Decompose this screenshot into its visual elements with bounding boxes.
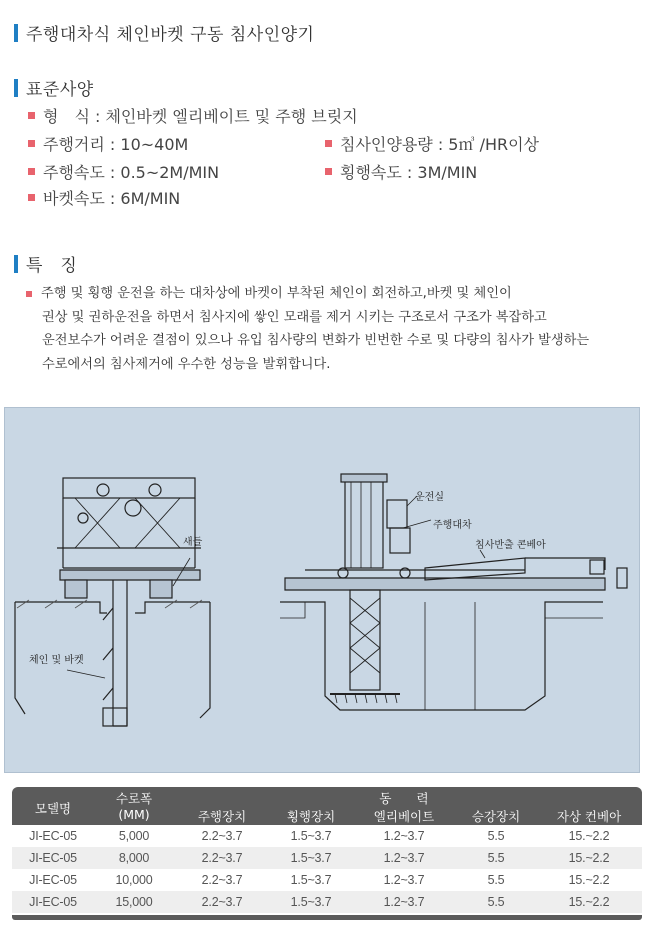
header-traverse (270, 787, 352, 825)
header-elevator-text: 엘리베이트 (373, 809, 435, 824)
cell-elevator: 1.2~3.7 (383, 895, 425, 909)
feature-accent-bar (14, 255, 18, 273)
feature-line: 수로에서의 침사제거에 우수한 성능을 발휘합니다. (42, 356, 331, 372)
cell-traverse: 1.5~3.7 (290, 829, 332, 843)
spec-item-text: 형 식 : 체인바켓 엘리베이트 및 주행 브릿지 (43, 107, 358, 126)
page-title (14, 20, 314, 45)
cell-conveyor: 15.~2.2 (568, 873, 610, 887)
spec-title-text: 표준사양 (26, 80, 94, 100)
cell-travel: 2.2~3.7 (201, 829, 243, 843)
header-traverse-text: 횡행장치 (286, 809, 336, 824)
spec-item-text: 주행거리 : 10~40M (43, 135, 189, 154)
feature-line: 운전보수가 어려운 결점이 있으나 유입 침사량의 변화가 빈번한 수로 및 다량의 침사가 발생하는 (42, 333, 590, 348)
cell-width: 10,000 (115, 873, 153, 887)
feature-line: 주행 및 횡행 운전을 하는 대차상에 바켓이 부착된 체인이 회전하고,바켓 및 체인이 (41, 286, 512, 301)
cell-traverse: 1.5~3.7 (290, 851, 332, 865)
page-title-text: 주행대차식 체인바켓 구동 침사인양기 (26, 25, 315, 45)
spec-item-capacity (325, 132, 539, 155)
bullet-icon (28, 194, 35, 201)
header-model (12, 787, 94, 825)
spec-item-bucket-speed (28, 186, 180, 209)
header-power-text: 동 력 (379, 791, 429, 806)
spec-item-text: 바켓속도 : 6M/MIN (43, 189, 181, 208)
title-accent-bar (14, 24, 18, 42)
cell-conveyor: 15.~2.2 (568, 895, 610, 909)
cell-hoist: 5.5 (487, 829, 505, 843)
cell-travel: 2.2~3.7 (201, 873, 243, 887)
label-chain-bucket: 체인 및 바켓 (29, 655, 84, 666)
cell-width: 5,000 (118, 829, 150, 843)
cell-conveyor: 15.~2.2 (568, 829, 610, 843)
bullet-icon (26, 291, 32, 297)
spec-item-text: 횡행속도 : 3M/MIN (340, 163, 478, 182)
bullet-icon (28, 168, 35, 175)
cell-traverse: 1.5~3.7 (290, 895, 332, 909)
bullet-icon (325, 168, 332, 175)
cell-hoist: 5.5 (487, 873, 505, 887)
cell-width: 8,000 (118, 851, 150, 865)
cell-travel: 2.2~3.7 (201, 895, 243, 909)
bullet-icon (28, 112, 35, 119)
spec-item-traverse-speed (325, 160, 477, 183)
bullet-icon (28, 140, 35, 147)
cell-elevator: 1.2~3.7 (383, 873, 425, 887)
table-row (12, 869, 642, 891)
spec-item-type (28, 104, 358, 127)
cell-elevator: 1.2~3.7 (383, 829, 425, 843)
label-traveling-carriage: 주행대차 (433, 520, 472, 531)
header-width (94, 787, 174, 825)
cell-hoist: 5.5 (487, 895, 505, 909)
table-row (12, 825, 642, 847)
header-width-unit: (MM) (118, 807, 150, 822)
header-hoist (456, 787, 536, 825)
feature-paragraph (20, 282, 648, 376)
table-row (12, 847, 642, 869)
cell-model: JI-EC-05 (29, 851, 77, 865)
feature-title-text: 특 징 (26, 256, 78, 276)
cell-model: JI-EC-05 (29, 895, 77, 909)
spec-accent-bar (14, 79, 18, 97)
header-model-text: 모델명 (34, 801, 72, 816)
label-operation-room: 운전실 (415, 492, 444, 503)
label-saddle: 새들 (183, 537, 203, 548)
bullet-icon (325, 140, 332, 147)
feature-line: 권상 및 권하운전을 하면서 침사지에 쌓인 모래를 제거 시키는 구조로서 구조가 복잡하고 (42, 309, 547, 325)
cell-model: JI-EC-05 (29, 829, 77, 843)
cell-model: JI-EC-05 (29, 873, 77, 887)
table-header (12, 787, 642, 825)
equipment-diagram (4, 407, 640, 773)
table-footer-bar (12, 915, 642, 920)
spec-table (12, 787, 642, 920)
diagram-drawing (5, 408, 639, 772)
header-travel (174, 787, 270, 825)
label-conveyor: 침사반출 콘베아 (475, 540, 546, 551)
spec-item-text: 침사인양용량 : 5㎥ /HR이상 (340, 135, 540, 154)
spec-item-text: 주행속도 : 0.5~2M/MIN (43, 163, 220, 182)
header-elevator (352, 787, 456, 825)
cell-elevator: 1.2~3.7 (383, 851, 425, 865)
table-row (12, 891, 642, 913)
header-conveyor-text: 자상 컨베아 (556, 809, 622, 824)
cell-traverse: 1.5~3.7 (290, 873, 332, 887)
spec-item-travel-distance (28, 132, 188, 155)
spec-section-title (14, 75, 94, 100)
cell-travel: 2.2~3.7 (201, 851, 243, 865)
feature-section-title (14, 251, 77, 276)
header-conveyor (536, 787, 642, 825)
cell-conveyor: 15.~2.2 (568, 851, 610, 865)
spec-item-travel-speed (28, 160, 219, 183)
cell-hoist: 5.5 (487, 851, 505, 865)
header-travel-text: 주행장치 (197, 809, 247, 824)
cell-width: 15,000 (115, 895, 153, 909)
header-hoist-text: 승강장치 (471, 809, 521, 824)
header-width-text: 수로폭 (115, 791, 153, 806)
